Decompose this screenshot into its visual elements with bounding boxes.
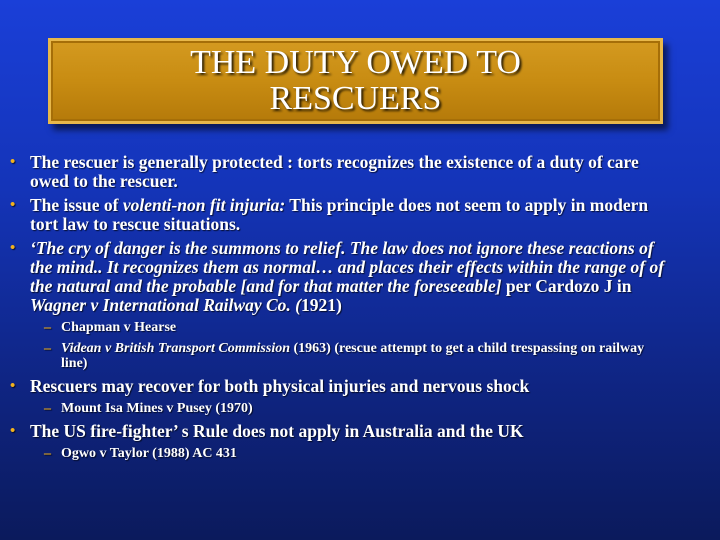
- dash-icon: –: [44, 401, 51, 416]
- sub-bullet-item: [10, 401, 670, 416]
- dash-icon: –: [44, 320, 51, 335]
- sub-bullet-text: Ogwo v Taylor (1988) AC 431: [61, 446, 237, 461]
- bullet-text: The rescuer is generally protected : torts recognizes the existence of a duty of care owed to the rescuer.: [30, 152, 639, 191]
- bullet-text-italic: volenti-non fit injuria:: [122, 195, 286, 215]
- case-year: 1921): [300, 295, 342, 315]
- bullet-icon: •: [10, 240, 16, 256]
- sub-bullet-text: (1963) (rescue attempt to get a child trespassing on railway line): [61, 341, 645, 371]
- bullet-text: The issue of: [30, 195, 123, 215]
- case-name: Wagner v International Railway Co. (: [30, 295, 301, 315]
- bullet-text: The US fire-fighter’ s Rule does not apply in Australia and the UK: [30, 421, 524, 441]
- title-box: [48, 38, 663, 124]
- bullet-item: [10, 377, 670, 396]
- bullet-text: This principle does not seem to apply in modern tort law to rescue situations.: [30, 195, 649, 234]
- dash-icon: –: [44, 446, 51, 461]
- bullet-item: [10, 196, 670, 234]
- dash-icon: –: [44, 341, 51, 356]
- sub-bullet-text: Mount Isa Mines v Pusey (1970): [61, 401, 253, 416]
- sub-bullet-item: [10, 320, 670, 335]
- bullet-item: [10, 239, 670, 315]
- bullet-item: [10, 422, 670, 441]
- bullet-icon: •: [10, 197, 16, 213]
- bullet-icon: •: [10, 154, 16, 170]
- bullet-icon: •: [10, 423, 16, 439]
- sub-bullet-item: [10, 341, 670, 371]
- sub-bullet-text: Chapman v Hearse: [61, 320, 177, 335]
- bullet-text: Rescuers may recover for both physical injuries and nervous shock: [30, 376, 530, 396]
- bullet-icon: •: [10, 378, 16, 394]
- quote-text: ‘The cry of danger is the summons to relief. The law does not ignore these reactions of the mind.. It recognizes them as normal… and places their effects within the range of of the natural and the probable [and for that matter the foreseeable]: [30, 238, 665, 296]
- citation-text: per Cardozo J in: [501, 276, 632, 296]
- slide-title: THE DUTY OWED TO RESCUERS: [190, 44, 521, 117]
- sub-bullet-item: [10, 446, 670, 461]
- case-name: Videan v British Transport Commission: [61, 341, 290, 356]
- bullet-item: [10, 153, 670, 191]
- slide-content: [10, 153, 670, 467]
